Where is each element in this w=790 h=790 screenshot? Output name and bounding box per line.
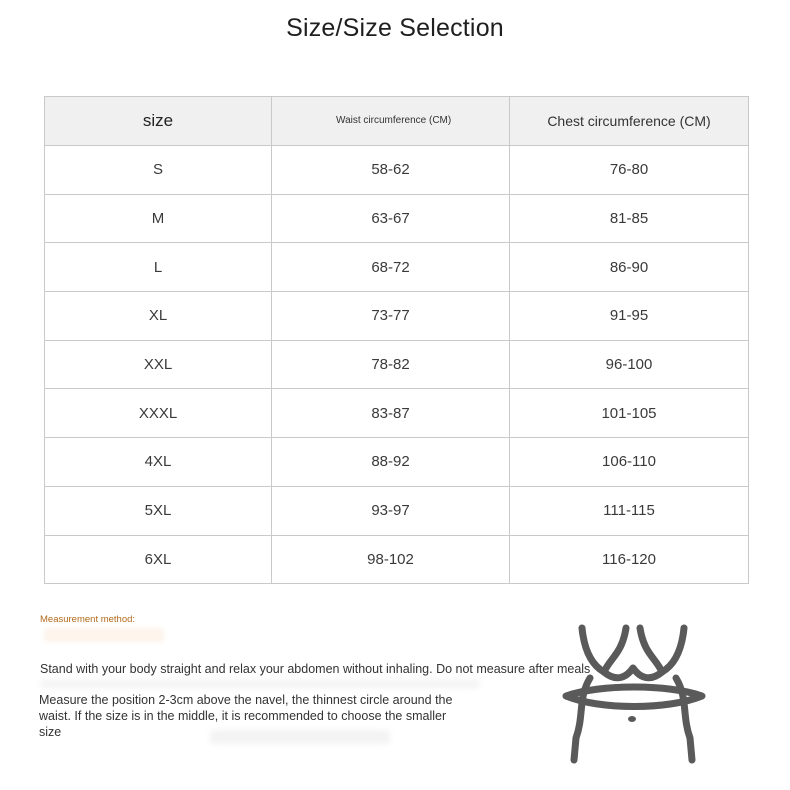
cell-size: S <box>45 146 272 195</box>
cell-size: 4XL <box>45 438 272 487</box>
page-title: Size/Size Selection <box>286 14 504 42</box>
cell-chest: 116-120 <box>510 535 749 584</box>
blurred-text-band <box>40 680 480 688</box>
torso-waist-measure-icon <box>560 618 708 768</box>
header-size: size <box>45 97 272 146</box>
cell-chest: 81-85 <box>510 194 749 243</box>
cell-size: XXL <box>45 340 272 389</box>
cell-chest: 106-110 <box>510 438 749 487</box>
cell-chest: 101-105 <box>510 389 749 438</box>
cell-chest: 96-100 <box>510 340 749 389</box>
cell-chest: 76-80 <box>510 146 749 195</box>
cell-size: 5XL <box>45 486 272 535</box>
cell-chest: 86-90 <box>510 243 749 292</box>
cell-size: XL <box>45 292 272 341</box>
cell-waist: 73-77 <box>272 292 510 341</box>
cell-size: XXXL <box>45 389 272 438</box>
table-row <box>45 292 749 341</box>
header-chest: Chest circumference (CM) <box>510 97 749 146</box>
table-row <box>45 438 749 487</box>
cell-waist: 88-92 <box>272 438 510 487</box>
measurement-method-label: Measurement method: <box>40 614 136 625</box>
cell-waist: 78-82 <box>272 340 510 389</box>
table-header-row <box>45 97 749 146</box>
cell-chest: 111-115 <box>510 486 749 535</box>
cell-waist: 63-67 <box>272 194 510 243</box>
header-waist: Waist circumference (CM) <box>272 97 510 146</box>
cell-size: M <box>45 194 272 243</box>
table-row <box>45 146 749 195</box>
table-row <box>45 243 749 292</box>
cell-waist: 98-102 <box>272 535 510 584</box>
instruction-posture: Stand with your body straight and relax your abdomen without inhaling. Do not measure after meals <box>40 662 591 676</box>
cell-waist: 68-72 <box>272 243 510 292</box>
cell-waist: 93-97 <box>272 486 510 535</box>
cell-waist: 83-87 <box>272 389 510 438</box>
cell-waist: 58-62 <box>272 146 510 195</box>
cell-chest: 91-95 <box>510 292 749 341</box>
cell-size: 6XL <box>45 535 272 584</box>
table-row <box>45 389 749 438</box>
table-row <box>45 535 749 584</box>
table-row <box>45 194 749 243</box>
size-table <box>44 96 749 584</box>
instruction-position: Measure the position 2-3cm above the navel, the thinnest circle around the waist. If the size is in the middle, it is recommended to choose the smaller size <box>39 693 453 739</box>
table-row <box>45 340 749 389</box>
table-row <box>45 486 749 535</box>
cell-size: L <box>45 243 272 292</box>
blurred-subtitle <box>44 628 164 642</box>
